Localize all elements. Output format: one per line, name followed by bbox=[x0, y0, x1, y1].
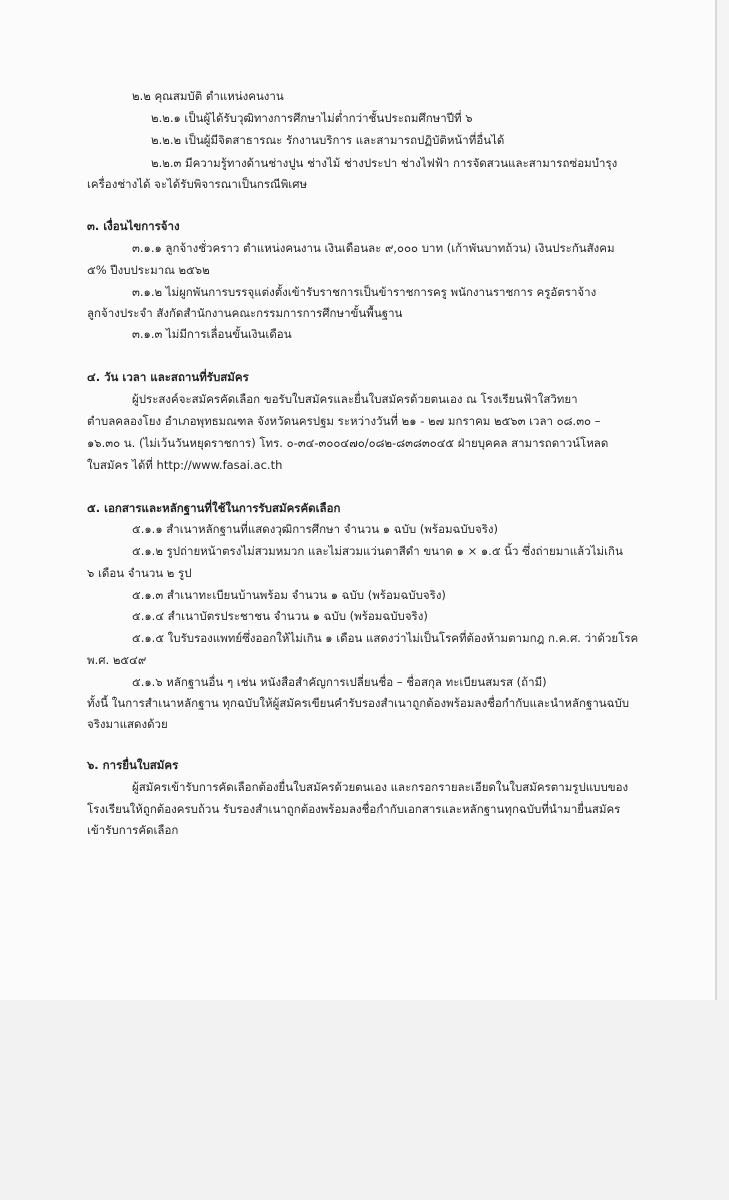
item-5-1-6: ๕.๑.๖ หลักฐานอื่น ๆ เช่น หนังสือสำคัญการเปลี่ยนชื่อ – ชื่อสกุล ทะเบียนสมรส (ถ้ามี) bbox=[132, 675, 547, 689]
item-2-2-3: ๒.๒.๓ มีความรู้ทางด้านช่างปูน ช่างไม้ ช่างประปา ช่างไฟฟ้า การจัดสวนและสามารถซ่อมบำรุง bbox=[151, 156, 618, 170]
item-5-1-2: ๕.๑.๒ รูปถ่ายหน้าตรงไม่สวมหมวก และไม่สวมแว่นตาสีดำ ขนาด ๑ × ๑.๕ นิ้ว ซึ่งถ่ายมาแล้วไม่เกิน bbox=[132, 544, 623, 558]
section-5-note: ทั้งนี้ ในการสำเนาหลักฐาน ทุกฉบับให้ผู้สมัครเขียนคำรับรองสำเนาถูกต้องพร้อมลงชื่อกำกับและนำหลักฐานฉบับ bbox=[87, 696, 630, 710]
section-6-heading: ๖. การยื่นใบสมัคร bbox=[87, 758, 179, 772]
section-2-2-title: ๒.๒ คุณสมบัติ ตำแหน่งคนงาน bbox=[132, 89, 284, 103]
section-5-heading: ๕. เอกสารและหลักฐานที่ใช้ในการรับสมัครคัดเลือก bbox=[87, 501, 341, 515]
item-5-1-1: ๕.๑.๑ สำเนาหลักฐานที่แสดงวุฒิการศึกษา จำนวน ๑ ฉบับ (พร้อมฉบับจริง) bbox=[132, 522, 499, 536]
item-5-1-5-cont: พ.ศ. ๒๕๔๙ bbox=[87, 653, 147, 667]
section-6-line-2: โรงเรียนให้ถูกต้องครบถ้วน รับรองสำเนาถูกต้องพร้อมลงชื่อกำกับเอกสารและหลักฐานทุกฉบับที่นำมายื่นสมัคร bbox=[87, 802, 621, 816]
item-5-1-5: ๕.๑.๕ ใบรับรองแพทย์ซึ่งออกให้ไม่เกิน ๑ เดือน แสดงว่าไม่เป็นโรคที่ต้องห้ามตามกฎ ก.ค.ศ. ว่าด้วยโรค bbox=[132, 631, 639, 645]
section-3-heading: ๓. เงื่อนไขการจ้าง bbox=[87, 219, 180, 233]
item-2-2-3-cont: เครื่องช่างได้ จะได้รับพิจารณาเป็นกรณีพิเศษ bbox=[87, 177, 308, 191]
item-3-1-2: ๓.๑.๒ ไม่ผูกพันการบรรจุแต่งตั้งเข้ารับราชการเป็นข้าราชการครู พนักงานราชการ ครูอัตราจ้าง bbox=[132, 285, 597, 299]
item-2-2-2: ๒.๒.๒ เป็นผู้มีจิตสาธารณะ รักงานบริการ และสามารถปฏิบัติหน้าที่อื่นได้ bbox=[151, 133, 505, 147]
section-6-line-1: ผู้สมัครเข้ารับการคัดเลือกต้องยื่นใบสมัครด้วยตนเอง และกรอกรายละเอียดในใบสมัครตามรูปแบบของ bbox=[132, 780, 629, 794]
section-4-heading: ๔. วัน เวลา และสถานที่รับสมัคร bbox=[87, 370, 249, 384]
section-4-line-1: ผู้ประสงค์จะสมัครคัดเลือก ขอรับใบสมัครและยื่นใบสมัครด้วยตนเอง ณ โรงเรียนฟ้าใสวิทยา bbox=[132, 392, 578, 406]
section-4-line-2: ตำบลคลองโยง อำเภอพุทธมณฑล จังหวัดนครปฐม ระหว่างวันที่ ๒๑ - ๒๗ มกราคม ๒๕๖๓ เวลา ๐๘.๓๐ – bbox=[87, 414, 601, 428]
item-5-1-2-cont: ๖ เดือน จำนวน ๒ รูป bbox=[87, 566, 192, 580]
section-4-line-3: ๑๖.๓๐ น. (ไม่เว้นวันหยุดราชการ) โทร. ๐-๓๔-๓๐๐๔๗๐/๐๘๒-๘๓๘๓๐๔๕ ฝ่ายบุคคล สามารถดาวน์โหลด bbox=[87, 436, 609, 450]
item-5-1-3: ๕.๑.๓ สำเนาทะเบียนบ้านพร้อม จำนวน ๑ ฉบับ (พร้อมฉบับจริง) bbox=[132, 588, 446, 602]
blank-scan-area bbox=[0, 1000, 729, 1200]
item-3-1-1-cont: ๕% ปีงบประมาณ ๒๕๖๒ bbox=[87, 263, 210, 277]
section-5-note-cont: จริงมาแสดงด้วย bbox=[87, 717, 168, 731]
item-5-1-4: ๕.๑.๔ สำเนาบัตรประชาชน จำนวน ๑ ฉบับ (พร้อมฉบับจริง) bbox=[132, 609, 428, 623]
item-2-2-1: ๒.๒.๑ เป็นผู้ได้รับวุฒิทางการศึกษาไม่ต่ำกว่าชั้นประถมศึกษาปีที่ ๖ bbox=[151, 111, 473, 125]
item-3-1-2-cont: ลูกจ้างประจำ สังกัดสำนักงานคณะกรรมการการศึกษาขั้นพื้นฐาน bbox=[87, 306, 403, 320]
item-3-1-3: ๓.๑.๓ ไม่มีการเลื่อนขั้นเงินเดือน bbox=[132, 327, 292, 341]
section-6-line-3: เข้ารับการคัดเลือก bbox=[87, 823, 179, 837]
item-3-1-1: ๓.๑.๑ ลูกจ้างชั่วคราว ตำแหน่งคนงาน เงินเดือนละ ๙,๐๐๐ บาท (เก้าพันบาทถ้วน) เงินประกันสังคม bbox=[132, 241, 615, 255]
section-4-line-4: ใบสมัคร ได้ที่ http://www.fasai.ac.th bbox=[87, 458, 283, 472]
